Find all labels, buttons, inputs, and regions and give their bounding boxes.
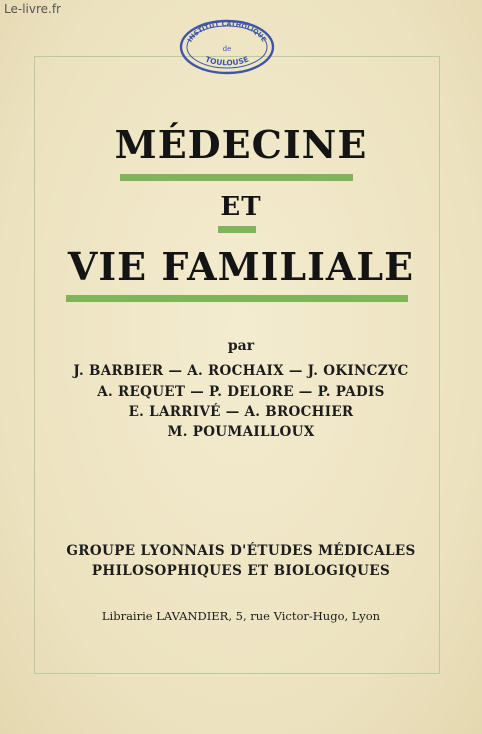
group-line-1: GROUPE LYONNAIS D'ÉTUDES MÉDICALES xyxy=(66,543,416,559)
byline: par xyxy=(227,338,255,354)
title-line-3: VIE FAMILIALE xyxy=(67,244,415,289)
title-underline-2 xyxy=(218,226,256,233)
group-line-2: PHILOSOPHIQUES ET BIOLOGIQUES xyxy=(91,563,391,579)
stamp-top-text: INSTITUT CATHOLIQUE xyxy=(185,19,269,44)
title-line-1: MÉDECINE xyxy=(114,122,368,167)
stamp-bottom-text: TOULOUSE xyxy=(204,54,250,68)
watermark: Le-livre.fr xyxy=(4,2,61,16)
library-stamp xyxy=(178,18,276,76)
publisher: Librairie LAVANDIER, 5, rue Victor-Hugo, Lyon xyxy=(101,609,381,623)
authors-line-1: J. BARBIER — A. ROCHAIX — J. OKINCZYC xyxy=(73,363,409,379)
title-underline-3 xyxy=(66,295,408,302)
svg-text:TOULOUSE xyxy=(204,55,250,68)
title-underline-1 xyxy=(120,174,353,181)
authors-line-2: A. REQUET — P. DELORE — P. PADIS xyxy=(97,384,385,400)
authors-line-3: E. LARRIVÉ — A. BROCHIER xyxy=(128,404,354,420)
authors-line-4: M. POUMAILLOUX xyxy=(167,424,315,440)
svg-text:INSTITUT CATHOLIQUE xyxy=(186,20,268,43)
stamp-middle-text: de xyxy=(222,45,232,53)
title-line-2: ET xyxy=(220,192,262,222)
